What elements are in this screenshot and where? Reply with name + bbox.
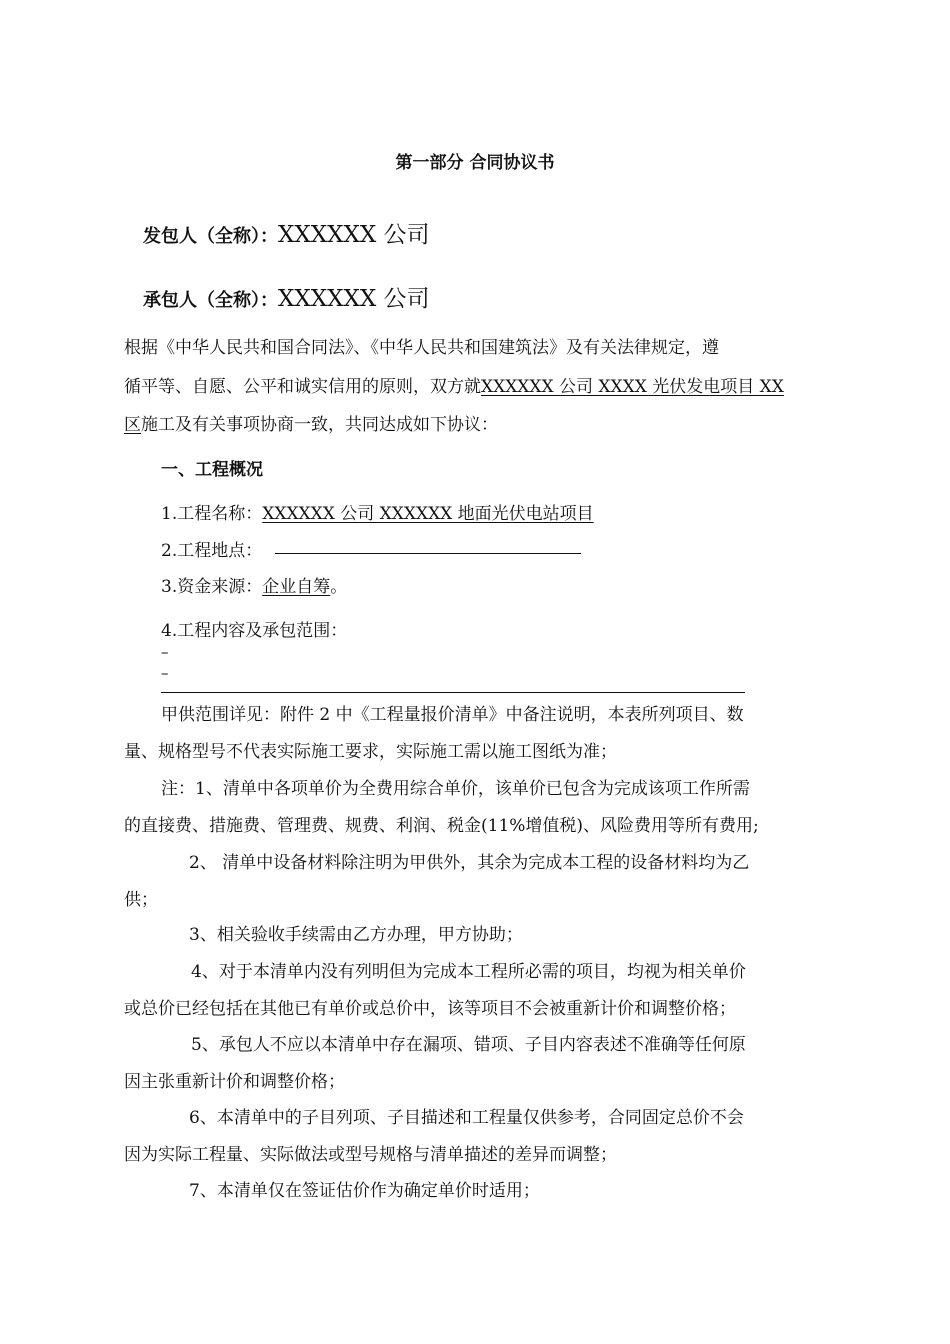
item-project-name <box>161 499 594 524</box>
item-funding <box>161 572 347 597</box>
supply-line-1: 甲供范围详见：附件 2 中《工程量报价清单》中备注说明，本表所列项目、数 <box>161 705 744 725</box>
item-scope: 4.工程内容及承包范围： <box>161 621 348 641</box>
note-1-line-2: 的直接费、措施费、管理费、规费、利润、税金(11%增值税)、风险费用等所有费用; <box>124 816 759 836</box>
contractor-line <box>143 280 430 313</box>
note-2-line-1: 2、 清单中设备材料除注明为甲供外，其余为完成本工程的设备材料均为乙 <box>189 853 750 873</box>
employer-label: 发包人（全称）： <box>143 226 278 247</box>
note-5-line-2: 因主张重新计价和调整价格； <box>124 1072 345 1092</box>
note-4-line-2: 或总价已经包括在其他已有单价或总价中，该等项目不会被重新计价和调整价格； <box>124 999 736 1019</box>
scope-dash-1: – <box>161 643 169 661</box>
scope-blank-line <box>161 692 745 693</box>
project-name-label: 1.工程名称： <box>161 504 263 524</box>
project-name-underlined: XXXXXX 公司 XXXX 光伏发电项目 XX <box>481 377 784 397</box>
contractor-value: XXXXXX 公司 <box>278 286 430 312</box>
section-heading-overview: 一、工程概况 <box>161 460 263 480</box>
intro-line-2 <box>124 372 784 397</box>
intro-line-2-text: 循平等、自愿、公平和诚实信用的原则，双方就 <box>124 377 481 397</box>
funding-label: 3.资金来源： <box>161 577 263 597</box>
location-label: 2.工程地点： <box>161 541 263 561</box>
note-1-line-1: 注：1、清单中各项单价为全费用综合单价，该单价已包含为完成该项工作所需 <box>161 779 750 799</box>
project-area-underlined: 区 <box>124 415 141 435</box>
note-7: 7、本清单仅在签证估价作为确定单价时适用； <box>189 1181 540 1201</box>
note-4-line-1: 4、对于本清单内没有列明但为完成本工程所必需的项目，均视为相关单价 <box>191 962 746 982</box>
contractor-label: 承包人（全称）： <box>143 290 278 311</box>
funding-value: 企业自筹 <box>262 577 331 597</box>
note-6-line-1: 6、本清单中的子目列项、子目描述和工程量仅供参考，合同固定总价不会 <box>189 1108 744 1128</box>
page-title: 第一部分 合同协议书 <box>395 153 555 173</box>
intro-line-1: 根据《中华人民共和国合同法》、《中华人民共和国建筑法》及有关法律规定，遵 <box>124 338 719 358</box>
project-name-value: XXXXXX 公司 XXXXXX 地面光伏电站项目 <box>262 504 594 524</box>
note-6-line-2: 因为实际工程量、实际做法或型号规格与清单描述的差异而调整； <box>124 1145 617 1165</box>
employer-line <box>143 216 430 249</box>
scope-dash-2: – <box>161 664 169 682</box>
intro-line-3-text: 施工及有关事项协商一致，共同达成如下协议： <box>141 415 498 435</box>
note-5-line-1: 5、承包人不应以本清单中存在漏项、错项、子目内容表述不准确等任何原 <box>191 1035 746 1055</box>
note-3: 3、相关验收手续需由乙方办理，甲方协助； <box>189 925 523 945</box>
note-2-line-2: 供； <box>124 890 158 910</box>
funding-period: 。 <box>330 577 348 597</box>
employer-value: XXXXXX 公司 <box>278 222 430 248</box>
location-blank-line <box>275 553 581 554</box>
supply-line-2: 量、规格型号不代表实际施工要求，实际施工需以施工图纸为准； <box>124 742 617 762</box>
item-location <box>161 536 262 561</box>
intro-line-3 <box>124 410 498 435</box>
